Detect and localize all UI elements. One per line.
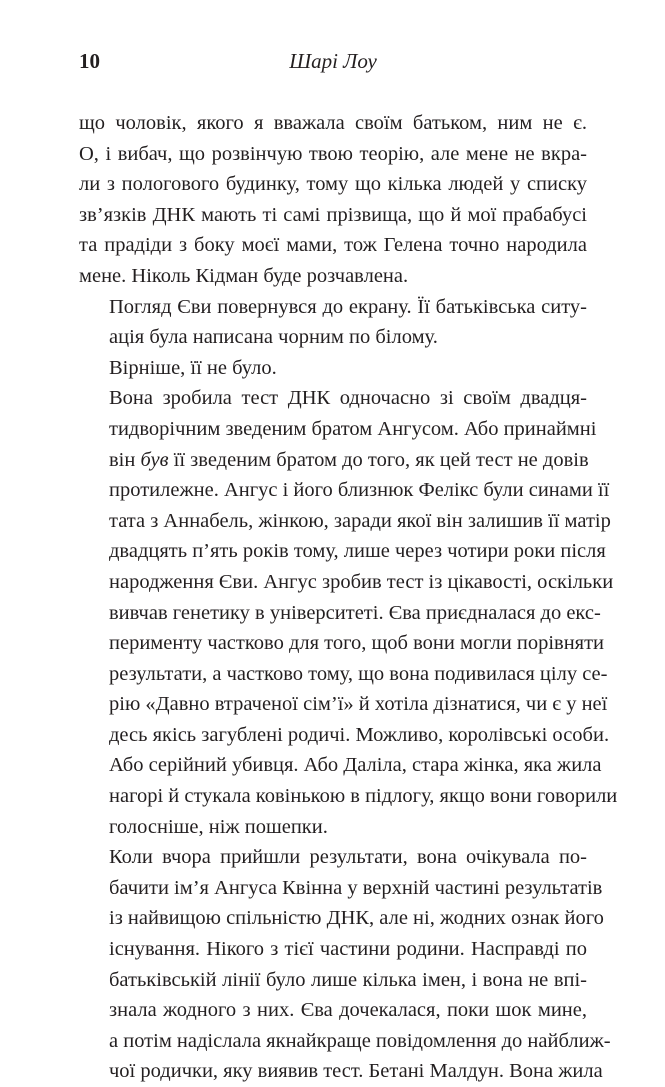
page-number: 10 bbox=[79, 49, 100, 73]
text-line: результати, а частково тому, що вона подивилася цілу се- bbox=[109, 662, 608, 685]
text-line: батьківській лінії було лише кілька імен, і вона не впі- bbox=[109, 968, 587, 991]
text-line: О, і вибач, що розвінчую твою теорію, але мене не вкра- bbox=[79, 142, 587, 165]
text-line: бачити ім’я Ангуса Квінна у верхній частині результатів bbox=[109, 876, 603, 899]
text-line: Вірніше, її не було. bbox=[109, 356, 277, 379]
text-line: із найвищою спільністю ДНК, але ні, жодних ознак його bbox=[109, 907, 604, 930]
page-header bbox=[79, 47, 587, 75]
text-line: ація була написана чорним по білому. bbox=[109, 326, 438, 349]
text-line: зв’язків ДНК мають ті самі прізвища, що й мої прабабусі bbox=[79, 203, 587, 226]
text-line: протилежне. Ангус і його близнюк Фелікс були синами її bbox=[109, 479, 610, 502]
body-text bbox=[79, 108, 618, 1087]
paragraph bbox=[79, 108, 587, 292]
text-line: а потім надіслала якнайкраще повідомлення до найближ- bbox=[109, 1029, 611, 1052]
paragraph bbox=[79, 353, 587, 384]
text-line: десь якісь загублені родичі. Можливо, королівські особи. bbox=[109, 723, 610, 746]
text-line: мене. Ніколь Кідман буде розчавлена. bbox=[79, 264, 409, 287]
text-line: він був її зведеним братом до того, як цей тест не довів bbox=[109, 448, 589, 471]
text-line: що чоловік, якого я вважала своїм батьком, ним не є. bbox=[79, 112, 587, 134]
text-line: та прадіди з боку моєї мами, тож Гелена точно народила bbox=[79, 234, 587, 257]
paragraph bbox=[79, 292, 587, 353]
text-line: Коли вчора прийшли результати, вона очікувала по- bbox=[109, 846, 587, 869]
text-line: вивчав генетику в університеті. Єва приєдналася до екс- bbox=[109, 601, 601, 624]
text-line: перименту частково для того, щоб вони могли порівняти bbox=[109, 632, 605, 655]
text-line: Вона зробила тест ДНК одночасно зі своїм двадця- bbox=[109, 387, 587, 410]
text-line: Погляд Єви повернувся до екрану. Її батьківська ситу- bbox=[109, 295, 587, 318]
text-line: тидворічним зведеним братом Ангусом. Або принаймні bbox=[109, 417, 597, 440]
text-line: рію «Давно втраченої сім’ї» й хотіла дізнатися, чи є у неї bbox=[109, 693, 608, 716]
text-line: нагорі й стукала ковінькою в підлогу, якщо вони говорили bbox=[109, 785, 618, 808]
text-line: ли з пологового будинку, тому що кілька людей у списку bbox=[79, 173, 587, 196]
text-line: двадцять п’ять років тому, лише через чотири роки після bbox=[109, 540, 606, 563]
text-line: Або серійний убивця. Або Даліла, стара жінка, яка жила bbox=[109, 754, 602, 777]
text-line: народження Єви. Ангус зробив тест із цікавості, оскільки bbox=[109, 570, 614, 593]
text-line: знала жодного з них. Єва дочекалася, поки шок мине, bbox=[109, 999, 587, 1022]
running-title: Шарі Лоу bbox=[289, 49, 377, 73]
paragraph bbox=[79, 842, 611, 1087]
text-line: чої родички, яку виявив тест. Бетані Малдун. Вона жила bbox=[109, 1060, 603, 1083]
paragraph bbox=[79, 383, 618, 842]
text-line: існування. Нікого з тієї частини родини. Насправді по bbox=[109, 938, 587, 961]
text-line: голосніше, ніж пошепки. bbox=[109, 815, 328, 838]
text-line: тата з Аннабель, жінкою, заради якої він залишив її матір bbox=[109, 509, 611, 532]
